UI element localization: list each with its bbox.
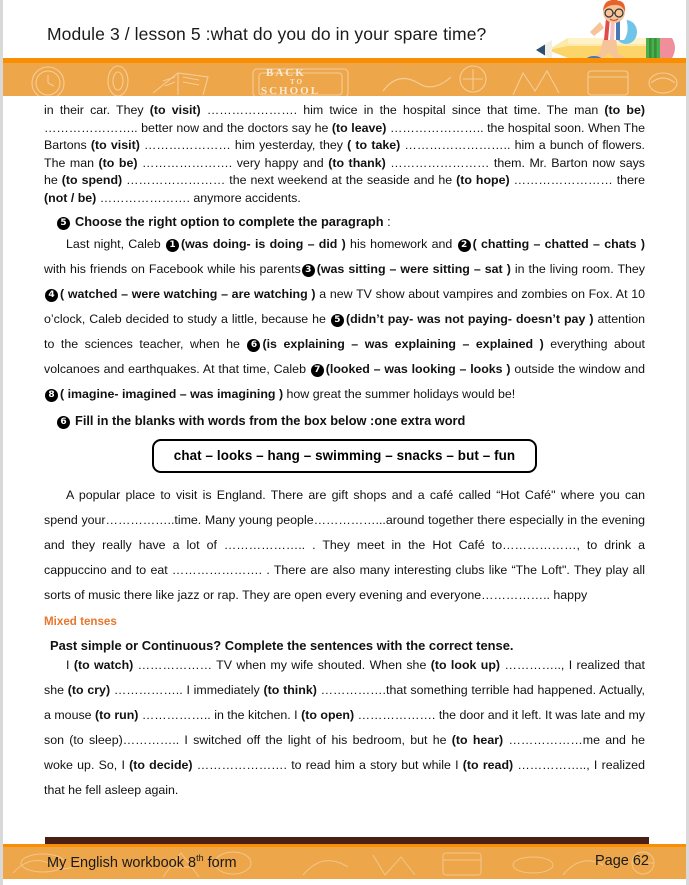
ex4-t2: …………………. him twice in the hospital since that time. The man [200, 103, 605, 117]
exercise-5-paragraph [44, 232, 645, 407]
ex4-t11: …………………. anymore accidents. [96, 190, 301, 205]
ex5-option-4: ( watched – were watching – are watching ) [60, 286, 316, 301]
mt-cue-to-look-up: (to look up) [430, 657, 501, 672]
option-number-6: 6 [247, 339, 260, 352]
option-number-1: 1 [166, 239, 179, 252]
mt-t6: …………….. in the kitchen. I [138, 707, 302, 722]
ex4-t9: …………………… the next weekend at the seaside and he [122, 173, 457, 188]
ex4-t5: ………………… him yesterday, they [139, 138, 348, 153]
option-number-4: 4 [45, 289, 58, 302]
ex4-cue-to-thank: (to thank) [328, 155, 386, 170]
ex5-t7: everything about volcanoes and earthquakes. At that time, Caleb [44, 336, 645, 376]
mt-cue-to-open: (to open) [301, 707, 355, 722]
ex5-option-2: ( chatting – chatted – chats ) [472, 236, 645, 251]
mt-cue-to-decide: (to decide) [129, 757, 193, 772]
mixed-tenses-subheading: Past simple or Continuous? Complete the sentences with the correct tense. [50, 637, 514, 653]
ex4-cue-to-visit: (to visit) [149, 103, 201, 117]
exercise-6-heading [44, 413, 645, 429]
banner-doodle-school: SCHOOL [261, 85, 321, 96]
ex5-option-8: ( imagine- imagined – was imagining ) [60, 386, 284, 401]
option-number-8: 8 [45, 389, 58, 402]
ex4-cue-to-hope: (to hope) [456, 173, 510, 188]
mt-t4: …………….. I immediately [110, 682, 264, 697]
banner-doodle-to: TO [290, 78, 304, 86]
mt-t1: I [66, 657, 74, 672]
page-title: Module 3 / lesson 5 :what do you do in your spare time? [47, 24, 487, 44]
ex4-t1: in their car. They [44, 103, 150, 117]
ex4-cue-to-spend: (to spend) [61, 173, 123, 188]
ex4-cue-not-be: (not / be) [44, 190, 97, 205]
ex4-t4: ………………….. the hospital soon. When The Bartons [44, 120, 645, 153]
footer-book-title-text: My English workbook 8 [47, 854, 197, 871]
mt-t10: …………….., I realized that he fell asleep again. [44, 757, 645, 797]
ex4-t10: …………………… there [509, 173, 645, 188]
option-number-7: 7 [311, 364, 324, 377]
ex5-option-3: (was sitting – were sitting – sat ) [316, 261, 511, 276]
exercise-5-heading-text: Choose the right option to complete the paragraph [75, 213, 384, 229]
ex5-t9: how great the summer holidays would be! [283, 386, 516, 401]
footer-dark-bar [45, 837, 649, 844]
mt-cue-to-hear: (to hear) [451, 732, 504, 747]
ex5-option-6: (is explaining – was explaining – explained ) [262, 336, 544, 351]
mt-cue-to-cry: (to cry) [67, 682, 111, 697]
footer-orange-bar [3, 844, 686, 879]
option-number-3: 3 [302, 264, 315, 277]
exercise-6-number-badge: 6 [57, 416, 70, 429]
ex4-t7: …………………. very happy and [137, 155, 329, 170]
exercise-6-paragraph [44, 483, 645, 608]
word-bank-wrapper [44, 439, 645, 473]
ex5-t2: his homework and [345, 236, 457, 251]
page-header [3, 0, 686, 96]
mt-cue-to-watch: (to watch) [73, 657, 134, 672]
ex5-t1: Last night, Caleb [66, 236, 165, 251]
ex5-t3: with his friends on Facebook while his parents [44, 261, 301, 276]
footer-book-title-tail: form [203, 854, 237, 871]
mt-cue-to-think: (to think) [263, 682, 317, 697]
ex5-t5: a new TV show about vampires and zombies on Fox. At 10 o’clock, Caleb decided to study a little, because he [44, 286, 646, 326]
mt-t7: ………………. the door and it left. It was late and my son (to sleep)………….. I switched off the light of his bedroom, but he [44, 707, 646, 747]
exercise-5-heading-colon: : [383, 213, 391, 229]
ex5-option-5: (didn’t pay- was not paying- doesn’t pay ) [345, 311, 594, 326]
option-number-5: 5 [331, 314, 344, 327]
ex5-t4: in the living room. They [510, 261, 646, 276]
ex4-cue-to-be-2: (to be) [98, 155, 138, 170]
exercise-4-paragraph [44, 102, 645, 208]
ex4-t8: …………………… them. Mr. Barton now says he [44, 155, 645, 188]
mixed-tenses-label: Mixed tenses [44, 614, 117, 628]
mt-cue-to-run: (to run) [95, 707, 139, 722]
mt-t8: ………………me and he woke up. So, I [44, 732, 645, 772]
word-bank-box: chat – looks – hang – swimming – snacks – but – fun [152, 439, 537, 473]
footer-ordinal-suffix: th [196, 853, 204, 863]
ex4-t6: …………………….. him a bunch of flowers. The man [44, 138, 646, 170]
mt-t5: …………….that something terrible had happened. Actually, a mouse [44, 682, 646, 722]
page-footer [3, 837, 686, 879]
exercise-5-heading [44, 214, 645, 230]
ex4-cue-to-take: ( to take) [347, 138, 401, 153]
exercise-6-paragraph-text: A popular place to visit is England. There are gift shops and a café called “Hot Café" where you can spend your……………..time. Many young people……………...around together there especially in the evening and they really have a lot of ……………….. . They meet in the Hot Café to………………, to drink a cappuccino and to eat …………………. . There are also many interesting clubs like “The Loft". They play all sorts of music there like jazz or rap. They are open every evening and everyone…………….. happy [44, 487, 645, 602]
ex4-cue-to-visit-2: (to visit) [90, 138, 140, 153]
footer-page-number: Page 62 [594, 853, 649, 869]
worksheet-content [3, 96, 686, 803]
footer-book-title [47, 853, 237, 871]
ex5-option-7: (looked – was looking – looks ) [325, 361, 511, 376]
ex5-t6: attention to the sciences teacher, when he [44, 311, 645, 351]
mt-t2: ……………… TV when my wife shouted. When she [133, 657, 431, 672]
exercise-5-number-badge: 5 [57, 217, 70, 230]
ex4-t3: ………………….. better now and the doctors say he [44, 120, 332, 135]
exercise-6-heading-text: Fill in the blanks with words from the box below :one extra word [75, 412, 466, 428]
mt-t3: ………….., I realized that she [44, 657, 645, 697]
header-banner [3, 58, 686, 96]
mixed-tenses-paragraph [44, 653, 645, 803]
ex4-cue-to-be-1: (to be) [604, 103, 646, 117]
mt-t9: …………………. to read him a story but while I [192, 757, 463, 772]
ex4-cue-to-leave: (to leave) [331, 120, 387, 135]
ex5-t8: outside the window and [510, 361, 645, 376]
mt-cue-to-read: (to read) [462, 757, 514, 772]
option-number-2: 2 [458, 239, 471, 252]
banner-doodle-back: BACK [266, 67, 306, 79]
banner-doodle-pattern [3, 63, 686, 96]
ex5-option-1: (was doing- is doing – did ) [180, 236, 346, 251]
